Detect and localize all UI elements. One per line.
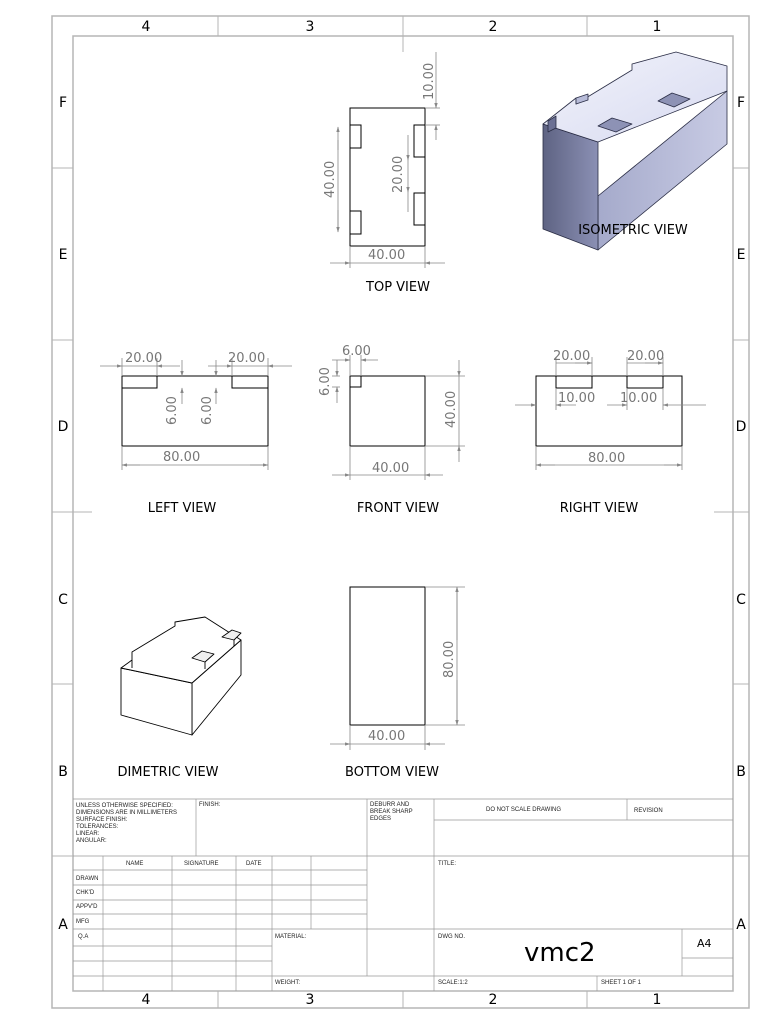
zone-row-left-e: E [58,247,68,263]
zone-row-right-d: D [735,419,747,435]
row-drawn: DRAWN [76,876,99,882]
top-view-label: TOP VIEW [366,280,430,295]
header-signature: SIGNATURE [184,861,219,867]
zone-col-top-1: 1 [652,19,662,35]
front-view [350,376,425,446]
right-view [536,376,682,446]
zone-row-left-f: F [58,95,68,111]
zone-col-bottom-1: 1 [652,992,662,1008]
bottom-view [350,587,425,725]
dim-bottom-80: 80.00 [442,640,457,678]
sheet-count: SHEET 1 OF 1 [601,980,641,986]
zone-col-bottom-4: 4 [141,992,151,1008]
isometric-view [543,52,727,250]
row-checked: CHK'D [76,890,95,896]
left-view [122,376,268,446]
zone-col-bottom-2: 2 [488,992,498,1008]
dimetric-view-label: DIMETRIC VIEW [117,765,219,780]
right-view-label: RIGHT VIEW [559,501,639,516]
dim-right-20-a: 20.00 [553,349,591,364]
zone-row-left-a: A [58,917,68,933]
dim-left-6-b: 6.00 [200,396,215,425]
row-qa: Q.A [78,934,89,940]
revision-label: REVISION [634,808,663,814]
drawing-number: vmc2 [524,938,596,968]
row-approved: APPV'D [76,904,98,910]
front-view-label: FRONT VIEW [356,501,440,516]
dim-top-20: 20.00 [391,155,406,193]
left-view-label: LEFT VIEW [147,501,217,516]
dim-right-20-b: 20.00 [627,349,665,364]
isometric-view-label: ISOMETRIC VIEW [578,223,688,238]
weight-label: WEIGHT: [275,980,300,986]
dimetric-view [121,617,241,735]
zone-col-top-2: 2 [488,19,498,35]
dim-front-6-vertical: 6.00 [318,367,333,396]
dim-left-20-b: 20.00 [228,351,266,366]
do-not-scale-note: DO NOT SCALE DRAWING [486,807,562,813]
zone-row-left-b: B [58,764,68,780]
zone-col-top-4: 4 [141,19,151,35]
zone-row-right-a: A [736,917,746,933]
dim-right-10-a: 10.00 [558,391,596,406]
dim-front-40-vertical: 40.00 [444,390,459,428]
zone-col-top-3: 3 [305,19,315,35]
zone-row-right-c: C [736,592,746,608]
header-date: DATE [246,861,262,867]
dim-right-80: 80.00 [588,451,626,466]
dim-front-6-horizontal: 6.00 [342,344,371,359]
dim-left-80: 80.00 [163,450,201,465]
zone-row-left-c: C [58,592,68,608]
zone-col-bottom-3: 3 [305,992,315,1008]
row-mfg: MFG [76,919,90,925]
zone-row-right-b: B [736,764,746,780]
dim-top-40-vertical: 40.00 [323,160,338,198]
sheet-size: A4 [697,937,712,950]
scale-label: SCALE:1:2 [438,980,468,986]
dwg-no-label: DWG NO. [438,934,465,940]
dim-left-6-a: 6.00 [165,396,180,425]
dim-top-40-horizontal: 40.00 [368,248,406,263]
dim-left-20-a: 20.00 [125,351,163,366]
finish-label: FINISH: [199,802,221,808]
zone-row-left-d: D [57,419,69,435]
deburr-note: DEBURR AND BREAK SHARP EDGES [370,802,413,822]
zone-row-right-e: E [736,247,746,263]
top-view [350,108,425,246]
dim-right-10-b: 10.00 [620,391,658,406]
title-label: TITLE: [438,861,457,867]
material-label: MATERIAL: [275,934,307,940]
dim-bottom-40: 40.00 [368,729,406,744]
general-notes: UNLESS OTHERWISE SPECIFIED: DIMENSIONS ARE IN MILLIMETERS SURFACE FINISH: TOLERANCES: LINEAR: ANGULAR: [76,803,178,844]
zone-row-right-f: F [736,95,746,111]
header-name: NAME [126,861,144,867]
dim-front-40-horizontal: 40.00 [372,461,410,476]
bottom-view-label: BOTTOM VIEW [345,765,439,780]
dim-top-10: 10.00 [422,62,437,100]
